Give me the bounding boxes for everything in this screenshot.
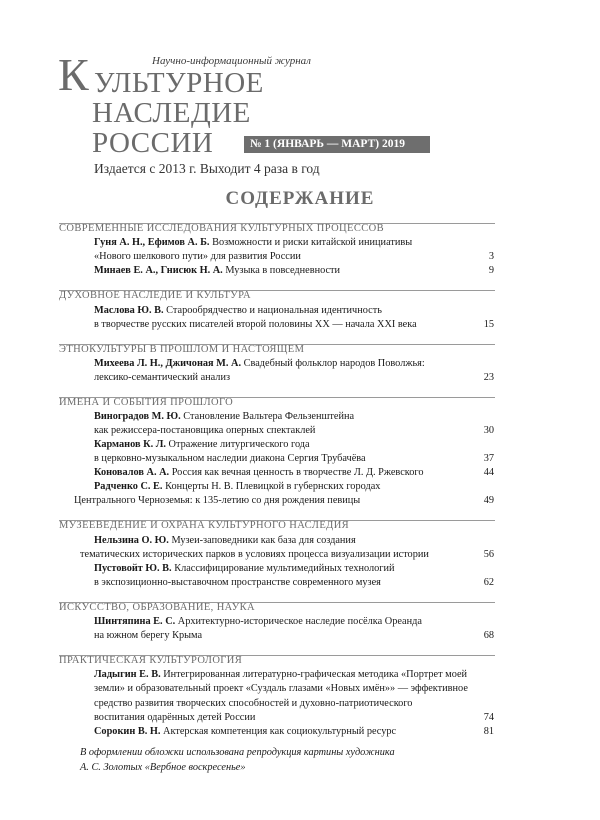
- entry-page: 56: [483, 549, 494, 561]
- toc-title: СОДЕРЖАНИЕ: [225, 188, 375, 209]
- entry-title-line: Отражение литургического года: [168, 439, 310, 450]
- entry-author: Радченко С. Е.: [94, 481, 163, 492]
- entry-page: 44: [483, 467, 494, 478]
- toc-entry[interactable]: [94, 438, 494, 467]
- entry-title-line: Музыка в повседневности: [225, 265, 341, 276]
- toc-entry[interactable]: [94, 264, 494, 278]
- section-title-names-events: ИМЕНА И СОБЫТИЯ ПРОШЛОГО: [59, 397, 234, 408]
- entry-author: Виноградов М. Ю.: [94, 411, 181, 422]
- entry-title-line: лексико-семантический анализ: [94, 372, 231, 384]
- entry-title-line: на южном берегу Крыма: [94, 630, 203, 642]
- entry-author: Михеева Л. Н., Джичоная М. А.: [94, 358, 242, 369]
- section-title-ethnocultures: ЭТНОКУЛЬТУРЫ В ПРОШЛОМ И НАСТОЯЩЕМ: [59, 344, 305, 355]
- toc-entry[interactable]: [94, 410, 494, 439]
- entry-author: Карманов К. Л.: [94, 439, 166, 450]
- entry-title-line: земли» и образовательный проект «Суздаль глазами «Новых имён»» — эффективное: [94, 683, 468, 695]
- entry-title-line: Свадебный фольклор народов Поволжья:: [243, 358, 425, 369]
- entry-page: 68: [483, 630, 494, 642]
- entry-page: 3: [488, 251, 494, 263]
- entry-author: Шинтяпина Е. С.: [94, 616, 176, 627]
- cover-note-line-2: А. С. Золотых «Вербное воскресенье»: [80, 762, 246, 773]
- entry-author: Сорокин В. Н.: [94, 726, 161, 737]
- toc-entry[interactable]: [94, 304, 494, 333]
- entry-title-line: средство развития творческих способностей и духовно-патриотического: [94, 697, 413, 709]
- toc-entry[interactable]: [94, 466, 494, 480]
- entry-title-line: Музеи-заповедники как база для создания: [171, 535, 356, 546]
- journal-title-initial: К: [58, 49, 89, 100]
- entry-title-line: в творчестве русских писателей второй половины XX — начала XXI века: [94, 319, 417, 331]
- entry-author: Коновалов А. А.: [94, 467, 170, 478]
- entry-title-line: как режиссера-постановщика оперных спектаклей: [94, 425, 316, 437]
- entry-title-line: Архитектурно-историческое наследие посёлка Ореанда: [177, 616, 422, 627]
- entry-author: Пустовойт Ю. В.: [94, 563, 172, 574]
- entry-title-line: Концерты Н. В. Плевицкой в губернских городах: [165, 481, 381, 492]
- entry-title-line: Старообрядчество и национальная идентичность: [166, 305, 382, 316]
- entry-page: 9: [488, 265, 494, 276]
- entry-page: 15: [483, 319, 494, 331]
- cover-note-line-1: В оформлении обложки использована репродукция картины художника: [80, 747, 395, 758]
- toc-entry[interactable]: [74, 480, 494, 509]
- section-title-practical-culturology: ПРАКТИЧЕСКАЯ КУЛЬТУРОЛОГИЯ: [59, 655, 243, 666]
- toc-entry[interactable]: [94, 236, 494, 265]
- entry-title-line: воспитания одарённых детей России: [94, 711, 256, 723]
- entry-title-line: Россия как вечная ценность в творчестве Л. Д. Ржевского: [171, 467, 424, 478]
- entry-page: 74: [483, 711, 494, 723]
- toc-entry[interactable]: [94, 725, 494, 739]
- entry-title-line: тематических исторических парков в условиях процесса визуализации истории: [80, 549, 429, 561]
- entry-title-line: «Нового шелкового пути» для развития России: [94, 251, 301, 263]
- toc-entry[interactable]: [94, 562, 494, 591]
- toc-entry[interactable]: [80, 534, 494, 563]
- journal-subtitle: Научно-информационный журнал: [152, 55, 311, 67]
- entry-title-line: Интегрированная литературно-графическая методика «Портрет моей: [163, 669, 468, 680]
- issue-banner: № 1 (ЯНВАРЬ — МАРТ) 2019: [244, 136, 430, 153]
- toc-entry[interactable]: [94, 357, 494, 386]
- entry-page: 49: [483, 495, 494, 507]
- entry-author: Ладыгин Е. В.: [94, 669, 161, 680]
- entry-page: 37: [483, 453, 494, 465]
- entry-author: Нельзина О. Ю.: [94, 535, 169, 546]
- section-title-art-education-science: ИСКУССТВО, ОБРАЗОВАНИЕ, НАУКА: [59, 602, 255, 613]
- entry-title-line: в экспозиционно-выставочном пространстве современного музея: [94, 577, 381, 589]
- entry-title-line: Становление Вальтера Фельзенштейна: [183, 411, 355, 422]
- toc-entry[interactable]: [94, 615, 494, 644]
- entry-title-line: Возможности и риски китайской инициативы: [212, 237, 413, 248]
- entry-title-line: Классифицирование мультимедийных технологий: [174, 563, 395, 574]
- section-title-modern-research: СОВРЕМЕННЫЕ ИССЛЕДОВАНИЯ КУЛЬТУРНЫХ ПРОЦЕССОВ: [59, 223, 385, 234]
- journal-title-line-2: НАСЛЕДИЕ: [92, 97, 251, 129]
- entry-page: 30: [483, 425, 494, 437]
- entry-title-line: Актерская компетенция как социокультурный ресурс: [163, 726, 397, 737]
- entry-author: Маслова Ю. В.: [94, 305, 164, 316]
- entry-title-line: Центрального Черноземья: к 135-летию со дня рождения певицы: [74, 495, 361, 507]
- section-title-museum-studies: МУЗЕЕВЕДЕНИЕ И ОХРАНА КУЛЬТУРНОГО НАСЛЕДИЯ: [59, 520, 350, 531]
- entry-page: 62: [483, 577, 494, 589]
- section-title-spiritual-heritage: ДУХОВНОЕ НАСЛЕДИЕ И КУЛЬТУРА: [59, 290, 252, 301]
- entry-page: 81: [483, 726, 494, 737]
- journal-title-line-1: УЛЬТУРНОЕ: [94, 67, 264, 99]
- toc-entry[interactable]: [94, 668, 494, 725]
- entry-author: Гуня А. Н., Ефимов А. Б.: [94, 237, 210, 248]
- entry-title-line: в церковно-музыкальном наследии диакона Сергия Трубачёва: [94, 453, 366, 465]
- entry-page: 23: [483, 372, 494, 384]
- publication-frequency: Издается с 2013 г. Выходит 4 раза в год: [94, 161, 320, 176]
- journal-title-line-3: РОССИИ: [92, 127, 214, 159]
- entry-author: Минаев Е. А., Гнисюк Н. А.: [94, 265, 223, 276]
